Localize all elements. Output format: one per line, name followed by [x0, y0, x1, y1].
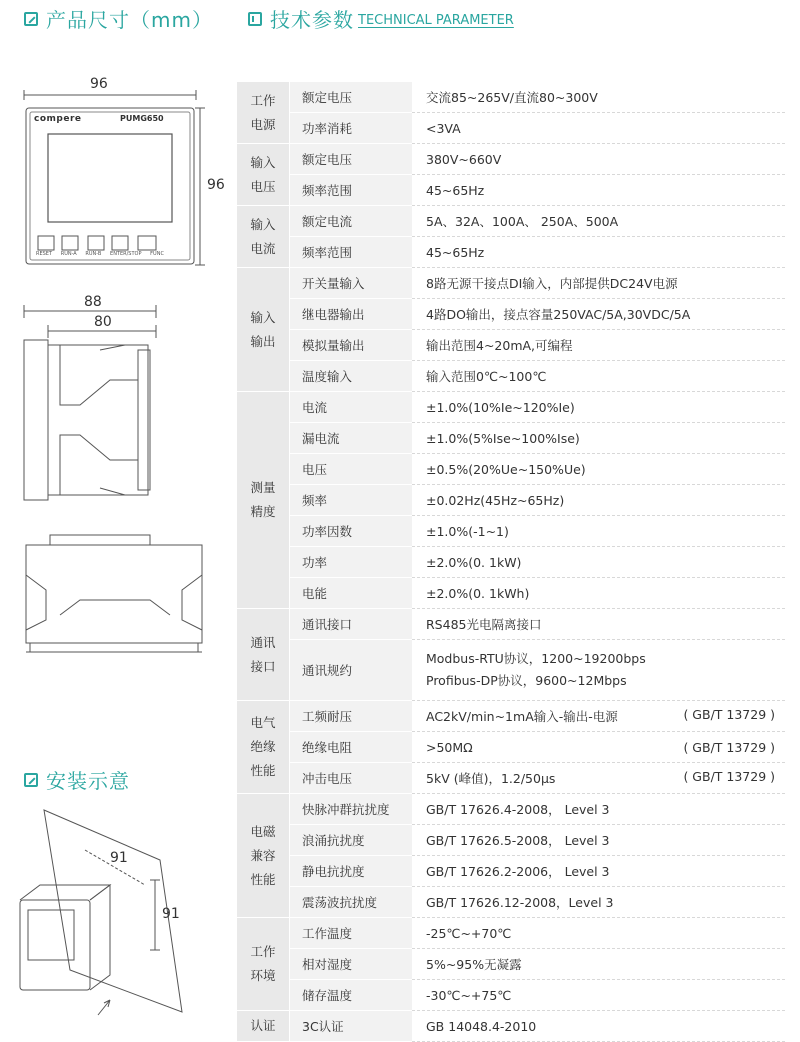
spec-value: [412, 825, 785, 856]
device-buttons: [36, 251, 164, 257]
spec-row: [237, 330, 785, 361]
spec-row: [237, 763, 785, 794]
spec-name: 温度输入: [290, 361, 413, 392]
spec-value: [412, 949, 785, 980]
spec-value-text: ±0.5%(20%Ue~150%Ue): [426, 461, 586, 477]
spec-value: [412, 640, 785, 701]
spec-row: [237, 980, 785, 1011]
spec-name: 相对湿度: [290, 949, 413, 980]
spec-group-label: 输入 电压: [237, 144, 290, 206]
spec-value: [412, 237, 785, 268]
spec-row: [237, 794, 785, 825]
side-view-drawing: [24, 305, 156, 500]
spec-row: [237, 1011, 785, 1042]
spec-name: 频率: [290, 485, 413, 516]
spec-value-text: -25℃~+70℃: [426, 925, 512, 941]
spec-group-label: 工作 电源: [237, 82, 290, 144]
spec-row: [237, 113, 785, 144]
front-height-label: 96: [207, 177, 225, 193]
spec-row: [237, 299, 785, 330]
spec-name: 频率范围: [290, 237, 413, 268]
install-height-label: 91: [162, 906, 180, 922]
spec-name: 静电抗扰度: [290, 856, 413, 887]
spec-group-label: 认证: [237, 1011, 290, 1042]
device-model: PUMG650: [120, 114, 164, 123]
spec-value-text: RS485光电隔离接口: [426, 617, 542, 632]
dimensions-title: 产品尺寸（mm）: [46, 8, 213, 32]
product-drawings: [0, 0, 240, 1036]
spec-value: [412, 794, 785, 825]
spec-value: [412, 485, 785, 516]
spec-group-label: 电气 绝缘 性能: [237, 701, 290, 794]
spec-name: 绝缘电阻: [290, 732, 413, 763]
spec-value: [412, 144, 785, 175]
spec-row: [237, 701, 785, 732]
spec-value-line: Profibus-DP协议，9600~12Mbps: [426, 673, 627, 688]
front-width-label: 96: [90, 76, 108, 92]
spec-value: [412, 732, 785, 763]
spec-group-label: 工作 环境: [237, 918, 290, 1011]
spec-name: 功率因数: [290, 516, 413, 547]
spec-name: 通讯规约: [290, 640, 413, 701]
spec-value: [412, 423, 785, 454]
install-drawing: [20, 810, 182, 1015]
spec-row: [237, 732, 785, 763]
spec-row: [237, 578, 785, 609]
spec-name: 通讯接口: [290, 609, 413, 640]
spec-name: 工作温度: [290, 918, 413, 949]
spec-name: 额定电流: [290, 206, 413, 237]
side-body-label: 80: [94, 314, 112, 330]
bottom-view-drawing: [26, 535, 202, 652]
spec-value: [412, 763, 785, 794]
spec-name: 继电器输出: [290, 299, 413, 330]
spec-name: 功率: [290, 547, 413, 578]
device-button-label: RESET: [36, 251, 53, 257]
spec-row: [237, 825, 785, 856]
spec-group-label: 电磁 兼容 性能: [237, 794, 290, 918]
spec-group-label: 测量 精度: [237, 392, 290, 609]
spec-value: [412, 547, 785, 578]
spec-value: [412, 113, 785, 144]
spec-value: [412, 268, 785, 299]
spec-row: [237, 918, 785, 949]
spec-value-text: GB/T 17626.12-2008，Level 3: [426, 895, 614, 910]
spec-value-text: 8路无源干接点DI输入，内部提供DC24V电源: [426, 276, 678, 291]
spec-name: 额定电压: [290, 82, 413, 113]
tech-subtitle: TECHNICAL PARAMETER: [358, 13, 514, 28]
spec-name: 冲击电压: [290, 763, 413, 794]
tech-header: [248, 4, 514, 33]
spec-value-text: 45~65Hz: [426, 182, 485, 198]
spec-value-text: 5A、32A、100A、 250A、500A: [426, 214, 619, 229]
spec-name: 3C认证: [290, 1011, 413, 1042]
spec-value: [412, 887, 785, 918]
spec-value-text: ±1.0%(10%Ie~120%Ie): [426, 399, 575, 415]
install-title: 安装示意: [46, 769, 130, 793]
spec-value: [412, 918, 785, 949]
side-total-label: 88: [84, 294, 102, 310]
spec-value-text: 4路DO输出，接点容量250VAC/5A,30VDC/5A: [426, 307, 691, 322]
spec-name: 频率范围: [290, 175, 413, 206]
spec-row: [237, 949, 785, 980]
spec-value-text: 交流85~265V/直流80~300V: [426, 90, 598, 105]
spec-value: [412, 330, 785, 361]
spec-value-text: ±2.0%(0. 1kW): [426, 554, 522, 570]
spec-value: [412, 454, 785, 485]
spec-row: [237, 144, 785, 175]
spec-row: [237, 392, 785, 423]
spec-name: 工频耐压: [290, 701, 413, 732]
device-button-label: RUN-A: [60, 251, 77, 257]
spec-name: 电压: [290, 454, 413, 485]
spec-row: [237, 856, 785, 887]
spec-row: [237, 485, 785, 516]
spec-value-text: 380V~660V: [426, 151, 502, 167]
spec-standard: ( GB/T 13729 ): [683, 707, 775, 722]
spec-value: [412, 299, 785, 330]
spec-name: 浪涌抗扰度: [290, 825, 413, 856]
spec-row: [237, 361, 785, 392]
spec-row: [237, 547, 785, 578]
spec-value-text: GB/T 17626.2-2006， Level 3: [426, 864, 610, 879]
spec-value-text: ±0.02Hz(45Hz~65Hz): [426, 492, 565, 508]
spec-group-label: 输入 电流: [237, 206, 290, 268]
spec-row: [237, 82, 785, 113]
spec-group-label: 通讯 接口: [237, 609, 290, 701]
spec-value-text: 5%~95%无凝露: [426, 957, 522, 972]
spec-name: 储存温度: [290, 980, 413, 1011]
device-button-label: RUN-B: [85, 251, 102, 257]
install-width-label: 91: [110, 850, 128, 866]
device-button-label: ENTER/STOP: [110, 251, 142, 257]
spec-value-text: 5kV (峰值)，1.2/50μs: [426, 771, 556, 786]
spec-value: [412, 392, 785, 423]
spec-name: 电流: [290, 392, 413, 423]
spec-row: [237, 423, 785, 454]
spec-value: [412, 980, 785, 1011]
spec-standard: ( GB/T 13729 ): [683, 769, 775, 784]
spec-row: [237, 454, 785, 485]
spec-value: [412, 361, 785, 392]
spec-value-line: Modbus-RTU协议，1200~19200bps: [426, 651, 646, 666]
tech-title: 技术参数: [270, 8, 354, 32]
spec-value-text: >50MΩ: [426, 739, 473, 755]
spec-value-text: ±1.0%(5%Ise~100%Ise): [426, 430, 580, 446]
spec-row: [237, 237, 785, 268]
spec-row: [237, 516, 785, 547]
spec-name: 额定电压: [290, 144, 413, 175]
spec-row: [237, 887, 785, 918]
spec-row: [237, 175, 785, 206]
spec-row: [237, 206, 785, 237]
spec-value-text: ±1.0%(-1~1): [426, 523, 509, 539]
spec-name: 模拟量输出: [290, 330, 413, 361]
device-brand: compere: [34, 114, 82, 124]
spec-value: [412, 856, 785, 887]
spec-value: [412, 516, 785, 547]
spec-row: [237, 640, 785, 701]
spec-value-text: 45~65Hz: [426, 244, 485, 260]
spec-name: 开关量输入: [290, 268, 413, 299]
spec-value: [412, 609, 785, 640]
spec-value-text: 输入范围0℃~100℃: [426, 369, 547, 384]
spec-standard: ( GB/T 13729 ): [683, 739, 775, 755]
spec-row: [237, 268, 785, 299]
spec-value-text: 输出范围4~20mA,可编程: [426, 338, 573, 353]
spec-value-text: <3VA: [426, 120, 461, 136]
spec-value: [412, 1011, 785, 1042]
device-button-label: FUNC: [150, 251, 164, 257]
spec-value: [412, 206, 785, 237]
spec-value-text: -30℃~+75℃: [426, 987, 512, 1003]
spec-value-text: GB 14048.4-2010: [426, 1018, 537, 1034]
spec-value: [412, 175, 785, 206]
spec-value-text: GB/T 17626.5-2008， Level 3: [426, 833, 610, 848]
spec-value: [412, 701, 785, 732]
spec-value: [412, 578, 785, 609]
spec-name: 漏电流: [290, 423, 413, 454]
spec-group-label: 输入 输出: [237, 268, 290, 392]
spec-value-text: ±2.0%(0. 1kWh): [426, 585, 530, 601]
spec-value-text: GB/T 17626.4-2008， Level 3: [426, 802, 610, 817]
spec-row: [237, 609, 785, 640]
spec-table: [237, 82, 785, 1042]
spec-name: 快脉冲群抗扰度: [290, 794, 413, 825]
spec-name: 电能: [290, 578, 413, 609]
grid-square-icon: [248, 12, 262, 26]
spec-name: 震荡波抗扰度: [290, 887, 413, 918]
spec-value-text: AC2kV/min~1mA输入-输出-电源: [426, 709, 618, 724]
spec-value: [412, 82, 785, 113]
spec-name: 功率消耗: [290, 113, 413, 144]
